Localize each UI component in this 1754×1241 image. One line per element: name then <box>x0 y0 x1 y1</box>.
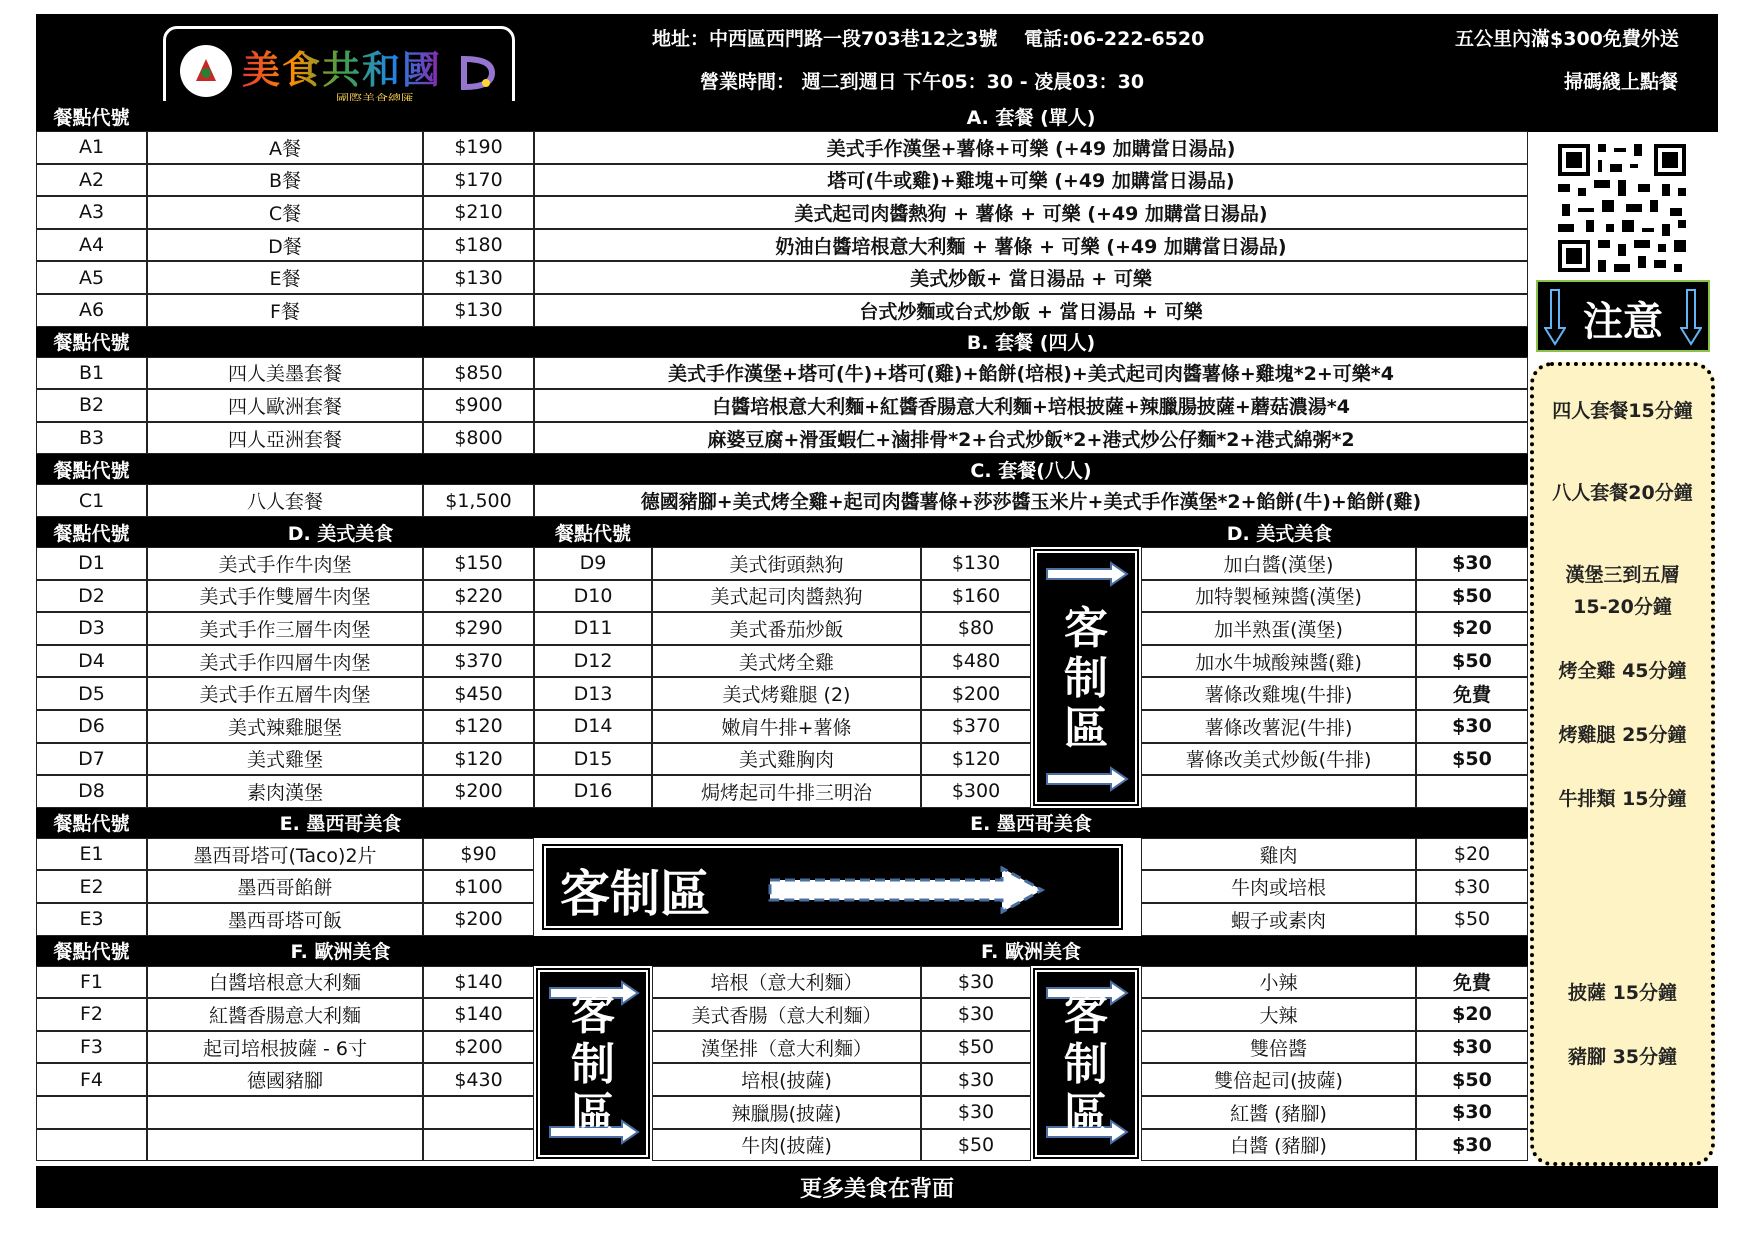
item-price: $130 <box>423 261 534 294</box>
custom-option-name[interactable]: 薯條改薯泥(牛排) <box>1141 710 1416 743</box>
code-column-header: 餐點代號 <box>554 522 631 545</box>
section-d-title: D. 美式美食 <box>1226 522 1333 545</box>
item-code[interactable]: D16 <box>534 775 652 808</box>
item-code[interactable]: D14 <box>534 710 652 743</box>
item-code[interactable]: E1 <box>36 838 147 871</box>
code-column-header: 餐點代號 <box>53 106 130 129</box>
item-price: $200 <box>423 1031 534 1064</box>
item-code[interactable]: D15 <box>534 743 652 776</box>
custom-zone-char: 客 <box>1064 603 1108 655</box>
section-e-title: E. 墨西哥美食 <box>279 813 402 836</box>
item-name[interactable]: 美式雞堡 <box>147 743 423 776</box>
phone-text: 電話:06-222-6520 <box>1024 28 1205 50</box>
custom-option-name[interactable]: 蝦子或素肉 <box>1141 903 1416 936</box>
item-code[interactable]: D6 <box>36 710 147 743</box>
notice-banner <box>1536 280 1710 352</box>
item-price: $140 <box>423 966 534 999</box>
item-description: 塔可(牛或雞)+雞塊+可樂 (+49 加購當日湯品) <box>534 164 1528 197</box>
item-code[interactable]: A6 <box>36 294 147 327</box>
item-description: 白醬培根意大利麵+紅醬香腸意大利麵+培根披薩+辣臘腸披薩+蘑菇濃湯*4 <box>534 389 1528 422</box>
item-name[interactable]: 美式手作四層牛肉堡 <box>147 645 423 678</box>
section-a-title: A. 套餐 (單人) <box>966 106 1096 129</box>
item-price: $900 <box>423 389 534 422</box>
item-name[interactable]: 白醬培根意大利麵 <box>147 966 423 999</box>
item-price: $200 <box>921 677 1031 710</box>
custom-zone <box>1035 970 1137 1158</box>
item-name[interactable]: 美式街頭熱狗 <box>652 547 921 580</box>
item-price: $210 <box>423 196 534 229</box>
item-name[interactable] <box>147 1096 423 1129</box>
item-name[interactable]: 四人亞洲套餐 <box>147 422 423 455</box>
item-name[interactable]: 美式手作雙層牛肉堡 <box>147 580 423 613</box>
custom-option-name[interactable]: 大辣 <box>1141 998 1416 1031</box>
item-code[interactable]: F3 <box>36 1031 147 1064</box>
item-name[interactable]: 美式番茄炒飯 <box>652 612 921 645</box>
custom-option-name[interactable] <box>1141 775 1416 808</box>
section-f-title: F. 歐洲美食 <box>980 941 1082 964</box>
item-name[interactable]: 美式起司肉醬熱狗 <box>652 580 921 613</box>
item-price <box>423 1096 534 1129</box>
item-price: $180 <box>423 229 534 262</box>
hours-text: 營業時間： 週二到週日 下午05：30 - 凌晨03：30 <box>700 71 1145 93</box>
item-price: $100 <box>423 870 534 903</box>
delivery-text: 五公里內滿$300免費外送 <box>1455 28 1679 50</box>
item-price: $370 <box>423 645 534 678</box>
custom-option-name[interactable]: 加半熟蛋(漢堡) <box>1141 612 1416 645</box>
logo-emblem-icon <box>180 45 232 97</box>
custom-option-price: $20 <box>1416 612 1528 645</box>
logo-mascot-icon <box>458 53 498 93</box>
item-code[interactable]: D7 <box>36 743 147 776</box>
item-price: $140 <box>423 998 534 1031</box>
item-name[interactable]: 墨西哥塔可(Taco)2片 <box>147 838 423 871</box>
item-code[interactable]: D5 <box>36 677 147 710</box>
item-code[interactable]: D12 <box>534 645 652 678</box>
note-item: 八人套餐20分鐘 <box>1552 482 1693 504</box>
item-name[interactable]: B餐 <box>147 164 423 197</box>
item-code[interactable]: A3 <box>36 196 147 229</box>
item-price: $430 <box>423 1063 534 1096</box>
custom-option-price: $30 <box>921 966 1031 999</box>
item-code[interactable]: A4 <box>36 229 147 262</box>
item-name[interactable] <box>147 1129 423 1162</box>
note-item: 烤雞腿 25分鐘 <box>1558 724 1687 746</box>
item-code[interactable]: B3 <box>36 422 147 455</box>
custom-zone-char: 制 <box>571 1039 615 1091</box>
item-price: $120 <box>423 710 534 743</box>
code-column-header: 餐點代號 <box>53 459 130 482</box>
custom-option-price: $30 <box>1416 1031 1528 1064</box>
item-name[interactable]: 美式手作三層牛肉堡 <box>147 612 423 645</box>
item-code[interactable]: E3 <box>36 903 147 936</box>
item-price: $370 <box>921 710 1031 743</box>
custom-option-price: $30 <box>921 1063 1031 1096</box>
item-name[interactable]: 美式雞胸肉 <box>652 743 921 776</box>
custom-option-name[interactable]: 紅醬 (豬腳) <box>1141 1096 1416 1129</box>
item-name[interactable]: A餐 <box>147 131 423 164</box>
custom-option-name[interactable]: 漢堡排（意大利麵） <box>652 1031 921 1064</box>
item-description: 美式手作漢堡+塔可(牛)+塔可(雞)+餡餅(培根)+美式起司肉醬薯條+雞塊*2+可樂*4 <box>534 357 1528 390</box>
section-d-title: D. 美式美食 <box>287 522 394 545</box>
item-price: $1,500 <box>423 484 534 517</box>
custom-option-name[interactable]: 牛肉(披薩) <box>652 1129 921 1162</box>
code-column-header: 餐點代號 <box>53 813 130 836</box>
item-name[interactable]: 素肉漢堡 <box>147 775 423 808</box>
section-b-title: B. 套餐 (四人) <box>966 332 1096 355</box>
custom-zone-char: 制 <box>1064 1039 1108 1091</box>
item-name[interactable]: 美式烤雞腿 (2) <box>652 677 921 710</box>
item-name[interactable]: 四人歐洲套餐 <box>147 389 423 422</box>
item-name[interactable]: 紅醬香腸意大利麵 <box>147 998 423 1031</box>
custom-zone-char: 區 <box>1064 1089 1108 1141</box>
item-price: $450 <box>423 677 534 710</box>
scan-order-text: 掃碼綫上點餐 <box>1564 71 1679 93</box>
item-price: $80 <box>921 612 1031 645</box>
item-code[interactable]: F1 <box>36 966 147 999</box>
custom-option-price <box>1416 775 1528 808</box>
custom-option-name[interactable]: 美式香腸（意大利麵） <box>652 998 921 1031</box>
code-column-header: 餐點代號 <box>53 332 130 355</box>
footer-text: 更多美食在背面 <box>799 1176 954 1202</box>
custom-option-price: $30 <box>1416 870 1528 903</box>
custom-zone <box>1035 551 1137 804</box>
item-description: 美式炒飯+ 當日湯品 + 可樂 <box>534 261 1528 294</box>
note-item: 披薩 15分鐘 <box>1567 982 1678 1004</box>
item-code[interactable]: C1 <box>36 484 147 517</box>
arrow-right-icon <box>766 866 1046 918</box>
custom-option-price: $50 <box>921 1129 1031 1162</box>
item-code[interactable]: E2 <box>36 870 147 903</box>
item-price: $220 <box>423 580 534 613</box>
custom-zone-char: 制 <box>1064 653 1108 705</box>
item-code[interactable]: B1 <box>36 357 147 390</box>
item-code[interactable]: D8 <box>36 775 147 808</box>
item-name[interactable]: F餐 <box>147 294 423 327</box>
arrow-right-icon <box>1045 561 1129 591</box>
custom-option-price: $30 <box>1416 1096 1528 1129</box>
custom-option-name[interactable]: 牛肉或培根 <box>1141 870 1416 903</box>
item-code[interactable]: D11 <box>534 612 652 645</box>
custom-option-name[interactable]: 小辣 <box>1141 966 1416 999</box>
item-name[interactable]: 嫩肩牛排+薯條 <box>652 710 921 743</box>
item-name[interactable]: 美式辣雞腿堡 <box>147 710 423 743</box>
notice-title: 注意 <box>1583 299 1663 345</box>
item-name[interactable]: 墨西哥塔可飯 <box>147 903 423 936</box>
item-description: 奶油白醬培根意大利麵 + 薯條 + 可樂 (+49 加購當日湯品) <box>534 229 1528 262</box>
item-code[interactable]: A2 <box>36 164 147 197</box>
address-text: 地址：中西區西門路一段703巷12之3號 <box>652 28 998 50</box>
item-price <box>423 1129 534 1162</box>
item-price: $170 <box>423 164 534 197</box>
custom-zone-char: 客 <box>1064 989 1108 1041</box>
code-column-header: 餐點代號 <box>53 522 130 545</box>
item-description: 美式起司肉醬熱狗 + 薯條 + 可樂 (+49 加購當日湯品) <box>534 196 1528 229</box>
item-code[interactable]: D3 <box>36 612 147 645</box>
custom-option-name[interactable]: 雙倍醬 <box>1141 1031 1416 1064</box>
custom-option-price: $20 <box>1416 998 1528 1031</box>
notes-panel <box>1530 362 1715 1166</box>
item-name[interactable]: 德國豬腳 <box>147 1063 423 1096</box>
custom-option-name[interactable]: 培根（意大利麵） <box>652 966 921 999</box>
custom-option-price: $30 <box>1416 710 1528 743</box>
note-item: 漢堡三到五層 <box>1565 564 1680 586</box>
custom-option-price: $50 <box>1416 903 1528 936</box>
note-item: 15-20分鐘 <box>1573 596 1672 618</box>
custom-option-price: $50 <box>1416 580 1528 613</box>
custom-option-price: $50 <box>921 1031 1031 1064</box>
item-code[interactable]: F4 <box>36 1063 147 1096</box>
custom-zone-label: 客制區 <box>560 864 710 923</box>
custom-option-price: $30 <box>1416 547 1528 580</box>
item-code[interactable]: F2 <box>36 998 147 1031</box>
item-price: $300 <box>921 775 1031 808</box>
custom-zone-char: 區 <box>1064 703 1108 755</box>
item-price: $190 <box>423 131 534 164</box>
item-price: $850 <box>423 357 534 390</box>
custom-option-name[interactable]: 加水牛城酸辣醬(雞) <box>1141 645 1416 678</box>
item-price: $290 <box>423 612 534 645</box>
item-code[interactable]: B2 <box>36 389 147 422</box>
note-item: 四人套餐15分鐘 <box>1552 400 1693 422</box>
custom-option-name[interactable]: 加特製極辣醬(漢堡) <box>1141 580 1416 613</box>
note-item: 烤全雞 45分鐘 <box>1558 660 1687 682</box>
custom-zone-char: 區 <box>571 1089 615 1141</box>
custom-option-name[interactable]: 薯條改雞塊(牛排) <box>1141 677 1416 710</box>
item-name[interactable]: 八人套餐 <box>147 484 423 517</box>
item-description: 德國豬腳+美式烤全雞+起司肉醬薯條+莎莎醬玉米片+美式手作漢堡*2+餡餅(牛)+餡餅(雞) <box>534 484 1528 517</box>
custom-option-name[interactable]: 培根(披薩) <box>652 1063 921 1096</box>
custom-option-name[interactable]: 雞肉 <box>1141 838 1416 871</box>
item-name[interactable]: 墨西哥餡餅 <box>147 870 423 903</box>
item-price: $130 <box>423 294 534 327</box>
item-name[interactable]: 焗烤起司牛排三明治 <box>652 775 921 808</box>
item-code[interactable]: A1 <box>36 131 147 164</box>
section-f-title: F. 歐洲美食 <box>290 941 391 964</box>
item-price: $120 <box>423 743 534 776</box>
item-name[interactable]: 美式烤全雞 <box>652 645 921 678</box>
custom-option-price: $30 <box>921 1096 1031 1129</box>
item-price: $200 <box>423 903 534 936</box>
custom-option-name[interactable]: 加白醬(漢堡) <box>1141 547 1416 580</box>
note-item: 豬腳 35分鐘 <box>1567 1046 1678 1068</box>
item-name[interactable]: E餐 <box>147 261 423 294</box>
item-code[interactable]: D4 <box>36 645 147 678</box>
custom-option-price: $50 <box>1416 1063 1528 1096</box>
item-description: 台式炒麵或台式炒飯 + 當日湯品 + 可樂 <box>534 294 1528 327</box>
custom-option-price: $30 <box>1416 1129 1528 1162</box>
item-name[interactable]: 美式手作五層牛肉堡 <box>147 677 423 710</box>
item-price: $120 <box>921 743 1031 776</box>
item-price: $90 <box>423 838 534 871</box>
custom-zone <box>538 970 648 1158</box>
section-e-title: E. 墨西哥美食 <box>970 813 1092 836</box>
item-name[interactable]: D餐 <box>147 229 423 262</box>
custom-option-price: $50 <box>1416 645 1528 678</box>
custom-zone-char: 客 <box>571 989 615 1041</box>
custom-zone <box>544 846 1121 928</box>
custom-option-name[interactable]: 薯條改美式炒飯(牛排) <box>1141 743 1416 776</box>
custom-option-name[interactable]: 辣臘腸(披薩) <box>652 1096 921 1129</box>
item-code[interactable]: D13 <box>534 677 652 710</box>
item-code[interactable]: A5 <box>36 261 147 294</box>
custom-option-price: $30 <box>921 998 1031 1031</box>
item-description: 麻婆豆腐+滑蛋蝦仁+滷排骨*2+台式炒飯*2+港式炒公仔麵*2+港式綿粥*2 <box>534 422 1528 455</box>
arrow-down-icon <box>1680 288 1702 346</box>
footer-bar <box>36 1166 1718 1208</box>
custom-option-price: $20 <box>1416 838 1528 871</box>
item-code[interactable]: D9 <box>534 547 652 580</box>
item-name[interactable]: 四人美墨套餐 <box>147 357 423 390</box>
note-item: 牛排類 15分鐘 <box>1558 788 1687 810</box>
arrow-right-icon <box>1045 766 1129 796</box>
item-name[interactable]: C餐 <box>147 196 423 229</box>
custom-option-name[interactable]: 雙倍起司(披薩) <box>1141 1063 1416 1096</box>
logo-title: 美食共和國 <box>242 39 442 94</box>
item-code[interactable]: D1 <box>36 547 147 580</box>
item-description: 美式手作漢堡+薯條+可樂 (+49 加購當日湯品) <box>534 131 1528 164</box>
item-code[interactable] <box>36 1129 147 1162</box>
item-price: $480 <box>921 645 1031 678</box>
item-price: $160 <box>921 580 1031 613</box>
section-c-title: C. 套餐(八人) <box>970 459 1092 482</box>
qr-code[interactable] <box>1554 140 1690 276</box>
code-column-header: 餐點代號 <box>53 941 130 964</box>
custom-option-price: 免費 <box>1416 966 1528 999</box>
item-code[interactable]: D2 <box>36 580 147 613</box>
item-price: $200 <box>423 775 534 808</box>
custom-option-price: 免費 <box>1416 677 1528 710</box>
item-code[interactable]: D10 <box>534 580 652 613</box>
item-name[interactable]: 起司培根披薩 - 6寸 <box>147 1031 423 1064</box>
item-price: $150 <box>423 547 534 580</box>
custom-option-price: $50 <box>1416 743 1528 776</box>
item-code[interactable] <box>36 1096 147 1129</box>
item-price: $130 <box>921 547 1031 580</box>
item-price: $800 <box>423 422 534 455</box>
custom-option-name[interactable]: 白醬 (豬腳) <box>1141 1129 1416 1162</box>
item-name[interactable]: 美式手作牛肉堡 <box>147 547 423 580</box>
